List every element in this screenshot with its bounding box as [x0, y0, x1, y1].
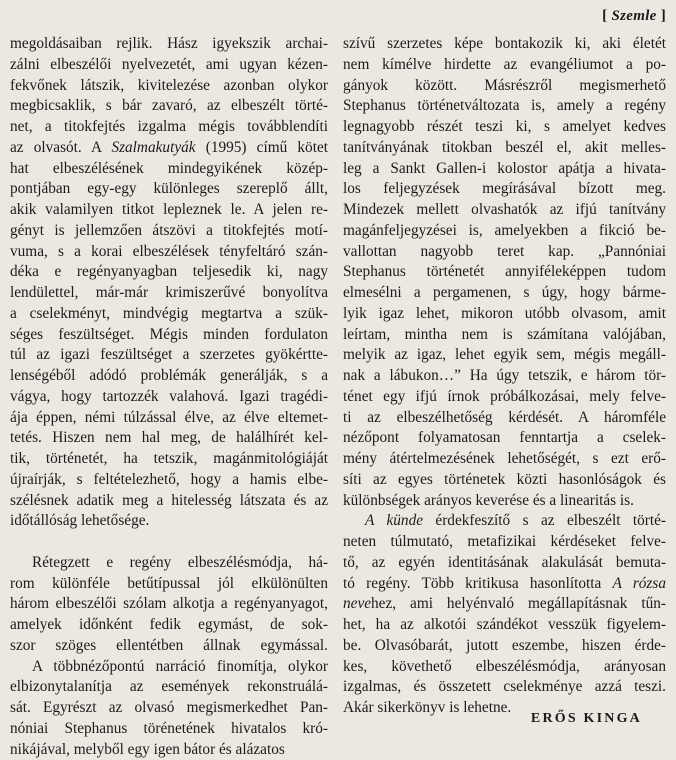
text-line: szélésnek adatik meg a hitelesség látszata és az — [10, 491, 328, 512]
text-line: gényt is jellemzően átszövi a titokfejtés motí- — [10, 221, 328, 242]
bracket-close: ] — [657, 8, 666, 24]
left-column — [10, 34, 328, 760]
section-name: Szemle — [612, 8, 657, 24]
text-line: vágya, hogy tartozzék valahová. Igazi tragédi- — [10, 387, 328, 408]
text-line: tó regény. Több kritikusa hasonlította A rózsa — [343, 574, 666, 595]
text-line: vuma, s a korai elbeszélések tényfeltáró szán- — [10, 242, 328, 263]
text-line: séges feszültséget. Mégis minden fordulaton — [10, 325, 328, 346]
text-line: vallottan nagyobb teret kap. „Pannóniai — [343, 242, 666, 263]
text-line: síti az egyes történetek közti hasonlóságok és — [343, 470, 666, 491]
author-signature: ERŐS KINGA — [531, 711, 642, 727]
italic-title: A rózsa — [613, 575, 666, 592]
text-line: rom különféle betűtípussal jól elkülönülten — [10, 574, 328, 595]
text-line: megoldásaiban rejlik. Hász igyekszik archai- — [10, 34, 328, 55]
text-line: nem kímélve hirdette az evangéliumot a po- — [343, 55, 666, 76]
section-tag — [602, 8, 666, 25]
text-line: elbizonytalanítja az események rekonstruálá- — [10, 677, 328, 698]
text-line: leg a Sankt Gallen-i kolostor apátja a hivata- — [343, 159, 666, 180]
text-line: Akár sikerkönyv is lehetne. — [343, 698, 666, 719]
text-line: ténet egy ifjú írnok próbálkozásai, mely felve- — [343, 387, 666, 408]
text-line: túl az igazi feszültséget a szerzetes gyökértte- — [10, 345, 328, 366]
text-line: zálni elbeszélői nyelvezetét, ami ugyan kézen- — [10, 55, 328, 76]
text-line: tanítványának titokban beszél el, akit melles- — [343, 138, 666, 159]
text-line: lendülettel, már-már krimiszerűvé bonyolítva — [10, 283, 328, 304]
text-line: déka e regényanyagban teljesedik ki, nagy — [10, 262, 328, 283]
text-line: pontjában egy-egy különleges szereplő állt, — [10, 179, 328, 200]
text-line: szívű szerzetes képe bontakozik ki, aki életét — [343, 34, 666, 55]
text-line: tik, történetét, ha tetszik, magánmitológiáját — [10, 449, 328, 470]
text-line: Stephanus történetváltozata is, amely a regény — [343, 96, 666, 117]
text-line: nóniai Stephanus törénetének hivatalos kró- — [10, 719, 328, 740]
text-line: az olvasót. A Szalmakutyák (1995) című kötet — [10, 138, 328, 159]
text-line: újraírják, s feltételezhető, hogy a hamis elbe- — [10, 470, 328, 491]
text-line: ája éppen, némi túlzással élve, az élve eltemet- — [10, 408, 328, 429]
right-column — [343, 34, 666, 719]
italic-title: A künde — [365, 512, 423, 529]
text-line: elmesélni a pergamenen, s úgy, hogy bárme- — [343, 283, 666, 304]
text-line: Mindezek mellett olvashatók az ifjú tanítvány — [343, 200, 666, 221]
bracket-open: [ — [602, 8, 611, 24]
text-line: melyik az igaz, lehet egyik sem, mégis megáll- — [343, 345, 666, 366]
text-line: akik valamilyen titkot lepleznek le. A jelen re- — [10, 200, 328, 221]
text-line: magánfeljegyzései is, amelyekben a fikció be- — [343, 221, 666, 242]
text-line: be. Olvasóbarát, jutott eszembe, hiszen érde- — [343, 636, 666, 657]
text-line — [10, 532, 328, 553]
text-line: tő, az egyén identitásának alakulását bemuta- — [343, 553, 666, 574]
text-line: szor szöges ellentétben állnak egymással. — [10, 636, 328, 657]
text-line: neten túlmutató, metafizikai kérdéseket felve- — [343, 532, 666, 553]
text-line: gányok között. Másrészről megismerhető — [343, 76, 666, 97]
text-line: los feljegyzések megírásával bízott meg. — [343, 179, 666, 200]
text-line: net, a titokfejtés izgalma mégis továbblendíti — [10, 117, 328, 138]
text-line: tetés. Hiszen nem hal meg, de halálhírét kel- — [10, 428, 328, 449]
text-line: különbségek arányos keverése és a linearitás is. — [343, 491, 666, 512]
text-line: három elbeszélői szólam alkotja a regényanyagot, — [10, 594, 328, 615]
text-line: mény átértelmezésének lehetőségét, s ezt erő- — [343, 449, 666, 470]
text-line: lyik igaz lehet, mikoron utóbb olvasom, amit — [343, 304, 666, 325]
italic-title: neve — [343, 595, 371, 612]
text-line: nézőpont folyamatosan fenntartja a cselek- — [343, 428, 666, 449]
italic-title: Szalmakutyák — [111, 139, 195, 156]
text-line: leírtam, mintha nem is számítana valójában, — [343, 325, 666, 346]
text-line: A többnézőpontú narráció finomítja, olykor — [10, 657, 328, 678]
text-line: A künde érdekfeszítő s az elbeszélt törté- — [343, 511, 666, 532]
text-line: megbicsaklik, s bár zavaró, az elbeszélt törté- — [10, 96, 328, 117]
text-line: időtállóság lehetősége. — [10, 511, 328, 532]
text-line: izgalmas, és összetett cselekménye azzá teszi. — [343, 677, 666, 698]
text-line: hat elbeszélésének mindegyikének közép- — [10, 159, 328, 180]
text-line: ti az elbeszélhetőség kérdését. A háromféle — [343, 408, 666, 429]
text-line: legnagyobb részét teszi ki, s amelyet kedves — [343, 117, 666, 138]
text-line: nikájával, melyből egy igen bátor és alázatos — [10, 740, 328, 760]
text-line: Stephanus történetét annyiféleképpen tudom — [343, 262, 666, 283]
text-line: het, ha az alkotói szándékot vesszük figyelem- — [343, 615, 666, 636]
text-line: amelyek időnként fedik egymást, de sok- — [10, 615, 328, 636]
text-line: nak a lábukon…” Ha úgy tetszik, e három tör- — [343, 366, 666, 387]
text-line: Rétegzett e regény elbeszélésmódja, há- — [10, 553, 328, 574]
text-line: a cselekményt, mindvégig megtartva a szük- — [10, 304, 328, 325]
text-line: nevehez, ami helyénvaló megállapításnak tűn- — [343, 594, 666, 615]
text-line: kes, követhető elbeszélésmódja, arányosan — [343, 657, 666, 678]
text-line: sát. Egyrészt az olvasó megismerkedhet Pan- — [10, 698, 328, 719]
text-line: lenségéből adódó problémák generálják, s a — [10, 366, 328, 387]
text-line: fekvőnek látszik, kivitelezése azonban olykor — [10, 76, 328, 97]
